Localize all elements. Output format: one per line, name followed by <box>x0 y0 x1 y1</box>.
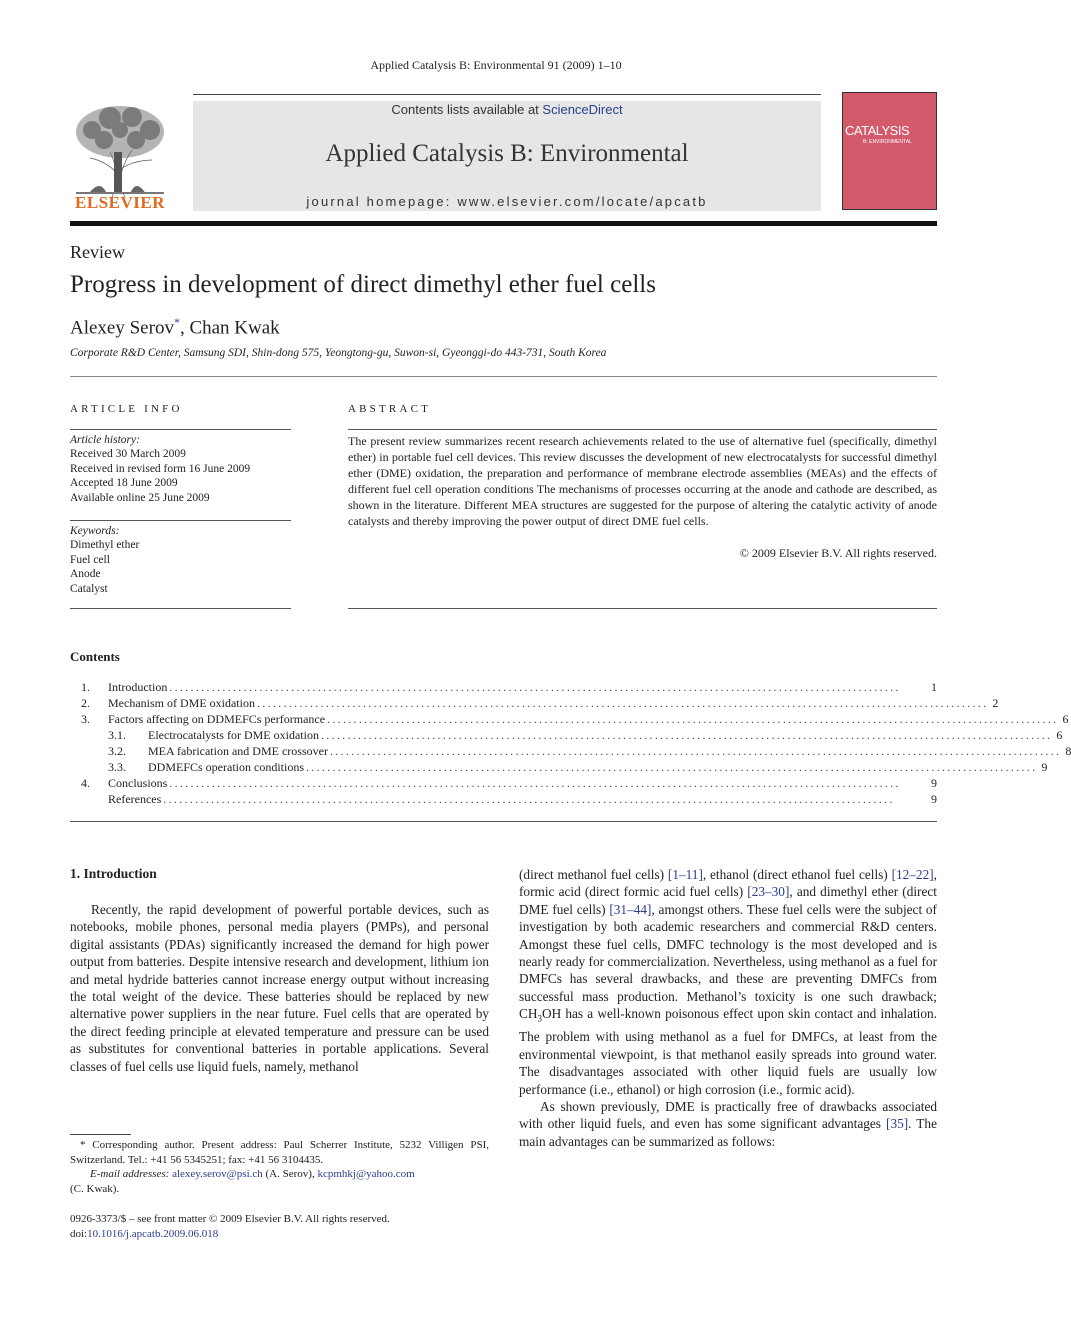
introduction-left-column: Recently, the rapid development of powerful portable devices, such as notebooks, mobile phones, personal media players (PMPs), and personal digital assistants (PDAs) significantly increased the demand for high power output from batteries. Despite intensive research and development, lithium ion and metal hydride batteries cannot increase energy output without increasing the total weight of the device. These batteries should be replaced by new alternative power suppliers in the near future. Fuel cells that are operated by the direct feeding principle at elevated temperature and pressure can be used as substitutes for conventional batteries in portable applications. Several classes of fuel cells use liquid fuels, namely, methanol <box>70 902 489 1074</box>
keywords-label: Keywords: <box>70 525 120 537</box>
intro-text: . The main advantages can be summarized as follows: <box>519 1116 937 1149</box>
reference-link[interactable]: [35] <box>886 1116 909 1132</box>
toc-number: 1. <box>81 680 90 694</box>
toc-row[interactable] <box>70 727 1063 743</box>
toc-page: 6 <box>1062 712 1069 726</box>
toc-label: DDMEFCs operation conditions <box>148 760 304 774</box>
toc-page: 2 <box>992 696 999 710</box>
header-top-rule <box>193 94 821 95</box>
article-history <box>70 433 291 505</box>
email-label: E-mail addresses: <box>90 1168 170 1180</box>
toc-number: 3.3. <box>108 760 126 774</box>
introduction-right-column <box>519 866 937 1150</box>
abstract-rule-bottom <box>348 608 937 609</box>
corresponding-text: Corresponding author. Present address: Paul Scherrer Institute, 5232 Villigen PSI, Switzerland. Tel.: +41 56 5345251; fax: +41 56 3104435. <box>70 1139 489 1166</box>
intro-text: , ethanol (direct ethanol fuel cells) <box>702 867 892 882</box>
article-title: Progress in development of direct dimethyl ether fuel cells <box>70 271 656 298</box>
toc-row[interactable] <box>70 711 1069 727</box>
article-info-label: ARTICLE INFO <box>70 403 183 415</box>
intro-paragraph <box>519 1098 937 1150</box>
toc-number: 3.1. <box>108 728 126 742</box>
contents-available-line <box>193 102 821 117</box>
toc-label: Conclusions <box>108 776 168 790</box>
author-list <box>70 315 280 339</box>
toc-row[interactable] <box>70 791 937 807</box>
toc-leader: .......................................................................................................................................... <box>320 728 1053 742</box>
table-of-contents <box>70 679 1071 807</box>
keyword-item: Dimethyl ether <box>70 539 140 552</box>
abstract-rule-top <box>348 429 937 430</box>
doi-line <box>70 1227 489 1242</box>
intro-text: As shown previously, DME is practically free of drawbacks associated with other liquid fuels, and even has some significant advantages <box>519 1098 937 1132</box>
email-link-serov[interactable]: alexey.serov@psi.ch <box>172 1168 263 1180</box>
history-accepted: Accepted 18 June 2009 <box>70 477 178 490</box>
journal-cover-thumbnail <box>842 92 937 210</box>
toc-row[interactable] <box>70 743 1071 759</box>
email-owner: (C. Kwak). <box>70 1182 120 1195</box>
toc-page: 9 <box>931 792 937 806</box>
intro-text: (direct methanol fuel cells) <box>519 867 668 882</box>
keyword-item: Catalyst <box>70 582 108 595</box>
cover-subtitle: B: ENVIRONMENTAL <box>863 139 912 145</box>
author-serov: Alexey Serov <box>70 317 174 339</box>
toc-number: 3. <box>81 712 90 726</box>
abstract-copyright: © 2009 Elsevier B.V. All rights reserved. <box>739 546 937 560</box>
toc-label: Mechanism of DME oxidation <box>108 696 255 710</box>
toc-row[interactable] <box>70 679 937 695</box>
intro-text: , formic acid (direct formic acid fuel cells) <box>519 867 937 900</box>
elsevier-wordmark: ELSEVIER <box>75 193 165 212</box>
author-kwak: Chan Kwak <box>189 317 280 339</box>
corresponding-author-note <box>70 1138 489 1167</box>
affiliation-rule <box>70 376 937 377</box>
author-separator: , <box>179 317 190 339</box>
history-label: Article history: <box>70 434 140 446</box>
footnote-mark: * <box>80 1139 86 1151</box>
intro-text: , amongst others. These fuel cells were the subject of investigation by both academic researchers and commercial R&D centers. Amongst these fuel cells, DMFC technology is the most developed and is nearly ready for commercialization. Nevertheless, using methanol as a fuel for DMFCs has several drawbacks, and these are preventing DMFCs from successful mass production. Methanol’s toxicity is one such drawback; CH <box>519 901 937 1022</box>
toc-leader: .......................................................................................................................................... <box>327 712 1059 726</box>
contents-rule <box>70 821 937 822</box>
journal-citation: Applied Catalysis B: Environmental 91 (2009) 1–10 <box>370 58 622 72</box>
toc-row[interactable] <box>70 775 937 791</box>
footnotes <box>70 1138 489 1196</box>
toc-leader: .......................................................................................................................................... <box>169 776 901 790</box>
abstract-label: ABSTRACT <box>348 403 432 415</box>
introduction-heading: 1. Introduction <box>70 866 157 881</box>
cover-title: CATALYSIS <box>845 123 910 138</box>
email-note <box>70 1167 489 1196</box>
keyword-item: Fuel cell <box>70 553 110 566</box>
affiliation: Corporate R&D Center, Samsung SDI, Shin-dong 575, Yeongtong-gu, Suwon-si, Gyeonggi-do 443-731, South Korea <box>70 347 607 359</box>
article-type: Review <box>70 242 125 262</box>
reference-link[interactable]: [1–11] <box>667 867 703 882</box>
toc-leader: .......................................................................................................................................... <box>329 744 1062 758</box>
keywords <box>70 524 291 596</box>
toc-label: MEA fabrication and DME crossover <box>148 744 328 758</box>
toc-page: 8 <box>1065 744 1071 758</box>
article-info-rule-top <box>70 429 291 430</box>
email-owner: (A. Serov), <box>262 1168 318 1180</box>
corresponding-author-mark[interactable]: * <box>173 315 180 329</box>
toc-label: Electrocatalysts for DME oxidation <box>148 728 319 742</box>
toc-label: Introduction <box>108 680 168 694</box>
history-revised: Received in revised form 16 June 2009 <box>70 462 251 475</box>
footnote-rule <box>70 1134 131 1135</box>
reference-link[interactable]: [23–30] <box>747 884 790 900</box>
toc-page: 1 <box>931 680 937 694</box>
toc-row[interactable] <box>70 759 1048 775</box>
toc-page: 9 <box>931 776 937 790</box>
toc-leader: .......................................................................................................................................... <box>256 696 989 710</box>
toc-label: Factors affecting on DDMEFCs performance <box>108 712 326 726</box>
intro-text: OH has a well-known poisonous effect upon skin contact and inhalation. The problem with using methanol as a fuel for DMFCs, at least from the environmental viewpoint, is that methanol easily spreads into ground water. The disadvantages associated with other liquid fuels are usually low performance (i.e., ethanol) or high corrosion (i.e., formic acid). <box>519 1006 937 1097</box>
toc-page: 6 <box>1056 728 1063 742</box>
journal-homepage[interactable]: journal homepage: www.elsevier.com/locate/apcatb <box>306 194 708 209</box>
journal-title: Applied Catalysis B: Environmental <box>325 140 689 167</box>
reference-link[interactable]: [31–44] <box>609 901 652 917</box>
issn-line: 0926-3373/$ – see front matter © 2009 Elsevier B.V. All rights reserved. <box>70 1213 390 1225</box>
front-matter <box>70 1212 489 1241</box>
toc-leader: .......................................................................................................................................... <box>169 680 901 694</box>
toc-leader: .......................................................................................................................................... <box>306 760 1038 774</box>
sciencedirect-link[interactable]: ScienceDirect <box>542 102 623 117</box>
toc-page: 9 <box>1041 760 1048 774</box>
toc-number: 4. <box>81 776 90 790</box>
intro-paragraph <box>519 866 937 1098</box>
doi-label: doi: <box>70 1227 88 1240</box>
header-thick-rule <box>70 221 937 226</box>
intro-text: , and dimethyl ether (direct DME fuel cells) <box>519 884 937 917</box>
reference-link[interactable]: [12–22] <box>891 867 934 882</box>
keyword-item: Anode <box>70 568 101 581</box>
doi-link[interactable]: 10.1016/j.apcatb.2009.06.018 <box>87 1227 219 1240</box>
subscript: 3 <box>537 1013 542 1024</box>
abstract-text: The present review summarizes recent research achievements related to the use of alternative fuel (specifically, dimethyl ether) in portable fuel cell devices. This review discusses the development of new electrocatalysts for successful dimethyl ether (DME) oxidation, the preparation and performance of membrane electrode assemblies (MEAs) and the effects of different fuel cell operation conditions The mechanisms of processes occurring at the anode and cathode are described, as shown in the literature. Different MEA structures are suggested for the purpose of altering the catalytic activity of anode catalysts and thereby improving the power output of direct DME fuel cells. <box>348 434 937 529</box>
email-link-kwak[interactable]: kcpmhkj@yahoo.com <box>317 1168 415 1180</box>
toc-number: 2. <box>81 696 90 710</box>
article-info-rule-mid <box>70 520 291 521</box>
toc-row[interactable] <box>70 695 999 711</box>
toc-label: References <box>108 792 162 806</box>
article-info-rule-bottom <box>70 608 291 609</box>
toc-number: 3.2. <box>108 744 126 758</box>
toc-leader: .......................................................................................................................................... <box>163 792 895 806</box>
history-received: Received 30 March 2009 <box>70 448 186 461</box>
contents-prefix: Contents lists available at <box>391 102 543 117</box>
contents-heading: Contents <box>70 649 120 664</box>
history-online: Available online 25 June 2009 <box>70 491 210 504</box>
